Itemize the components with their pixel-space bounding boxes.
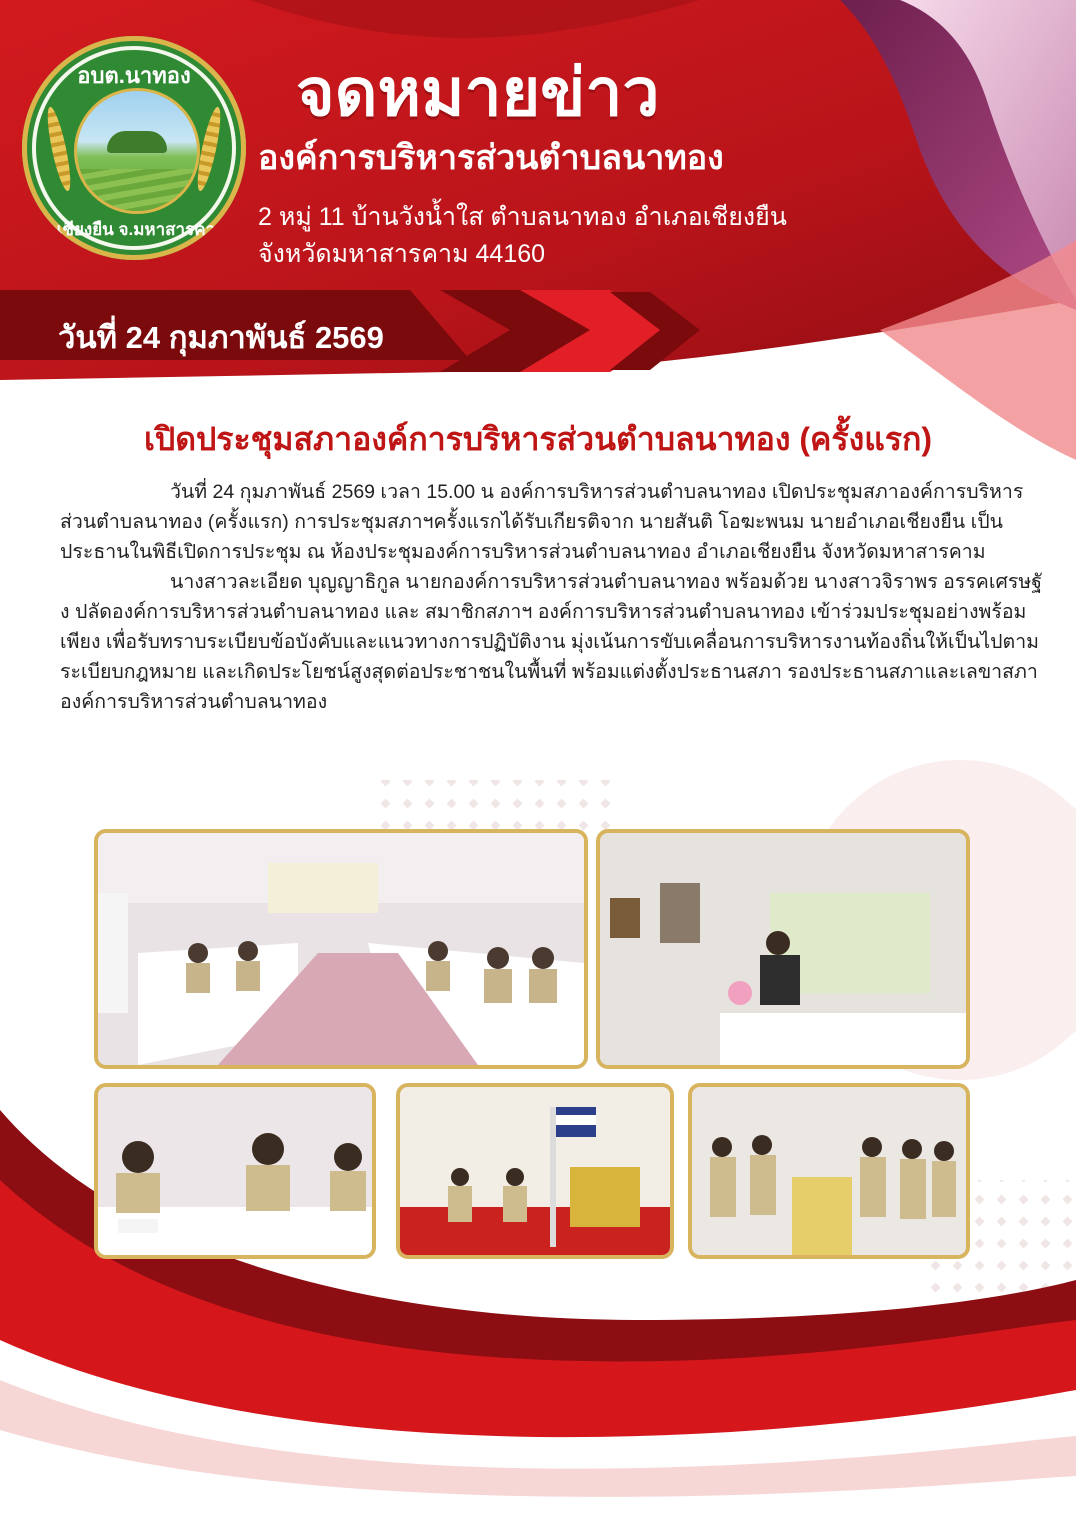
article-paragraph-2: นางสาวละเอียด บุญญาธิกูล นายกองค์การบริหารส่วนตำบลนาทอง พร้อมด้วย นางสาวจิราพร อรรคเศรษฐัง ปลัดองค์การบริหารส่วนตำบลนาทอง และ สมาชิกสภาฯ องค์การบริหารส่วนตำบลนาทอง เข้าร่วมประชุมอย่างพร้อมเพียง เพื่อรับทราบระเบียบข้อบังคับและแนวทางการปฏิบัติงาน มุ่งเน้นการขับเคลื่อนการบริหารงานท้องถิ่นให้เป็นไปตามระเบียบกฎหมาย และเกิดประโยชน์สูงสุดต่อประชาชนในพื้นที่ พร้อมแต่งตั้งประธานสภา รองประธานสภาและเลขาสภาองค์การบริหารส่วนตำบลนาทอง	[60, 571, 1042, 713]
article-body	[60, 477, 1045, 717]
seal-landscape-image	[74, 88, 200, 214]
organization-seal-logo	[22, 36, 246, 260]
address-line-1: 2 หมู่ 11 บ้านวังน้ำใส ตำบลนาทอง อำเภอเชียงยืน	[258, 203, 787, 231]
article-paragraph-1: วันที่ 24 กุมภาพันธ์ 2569 เวลา 15.00 น องค์การบริหารส่วนตำบลนาทอง เปิดประชุมสภาองค์การบริหารส่วนตำบลนาทอง (ครั้งแรก) การประชุมสภาฯครั้งแรกได้รับเกียรติจาก นายสันติ โอฆะพนม นายอำเภอเชียงยืน เป็นประธานในพิธีเปิดการประชุม ณ ห้องประชุมองค์การบริหารส่วนตำบลนาทอง อำเภอเชียงยืน จังหวัดมหาสารคาม	[60, 481, 1024, 563]
photo-ceremony-altar	[396, 1083, 674, 1259]
photo-chairman-speech	[596, 829, 970, 1069]
photo-council-members	[94, 1083, 376, 1259]
seal-top-text: อบต.นาทอง	[77, 63, 191, 88]
article-headline: เปิดประชุมสภาองค์การบริหารส่วนตำบลนาทอง (ครั้งแรก)	[143, 421, 933, 457]
organization-name: องค์การบริหารส่วนตำบลนาทอง	[258, 139, 724, 177]
photo-group-wai	[688, 1083, 970, 1259]
photo-meeting-room	[94, 829, 588, 1069]
date-banner: วันที่ 24 กุมภาพันธ์ 2569	[58, 320, 384, 355]
seal-bottom-text: อ.เชียงยืน จ.มหาสารคาม	[41, 220, 227, 239]
newsletter-title: จดหมายข่าว	[296, 55, 660, 129]
address-line-2: จังหวัดมหาสารคาม 44160	[258, 240, 546, 268]
